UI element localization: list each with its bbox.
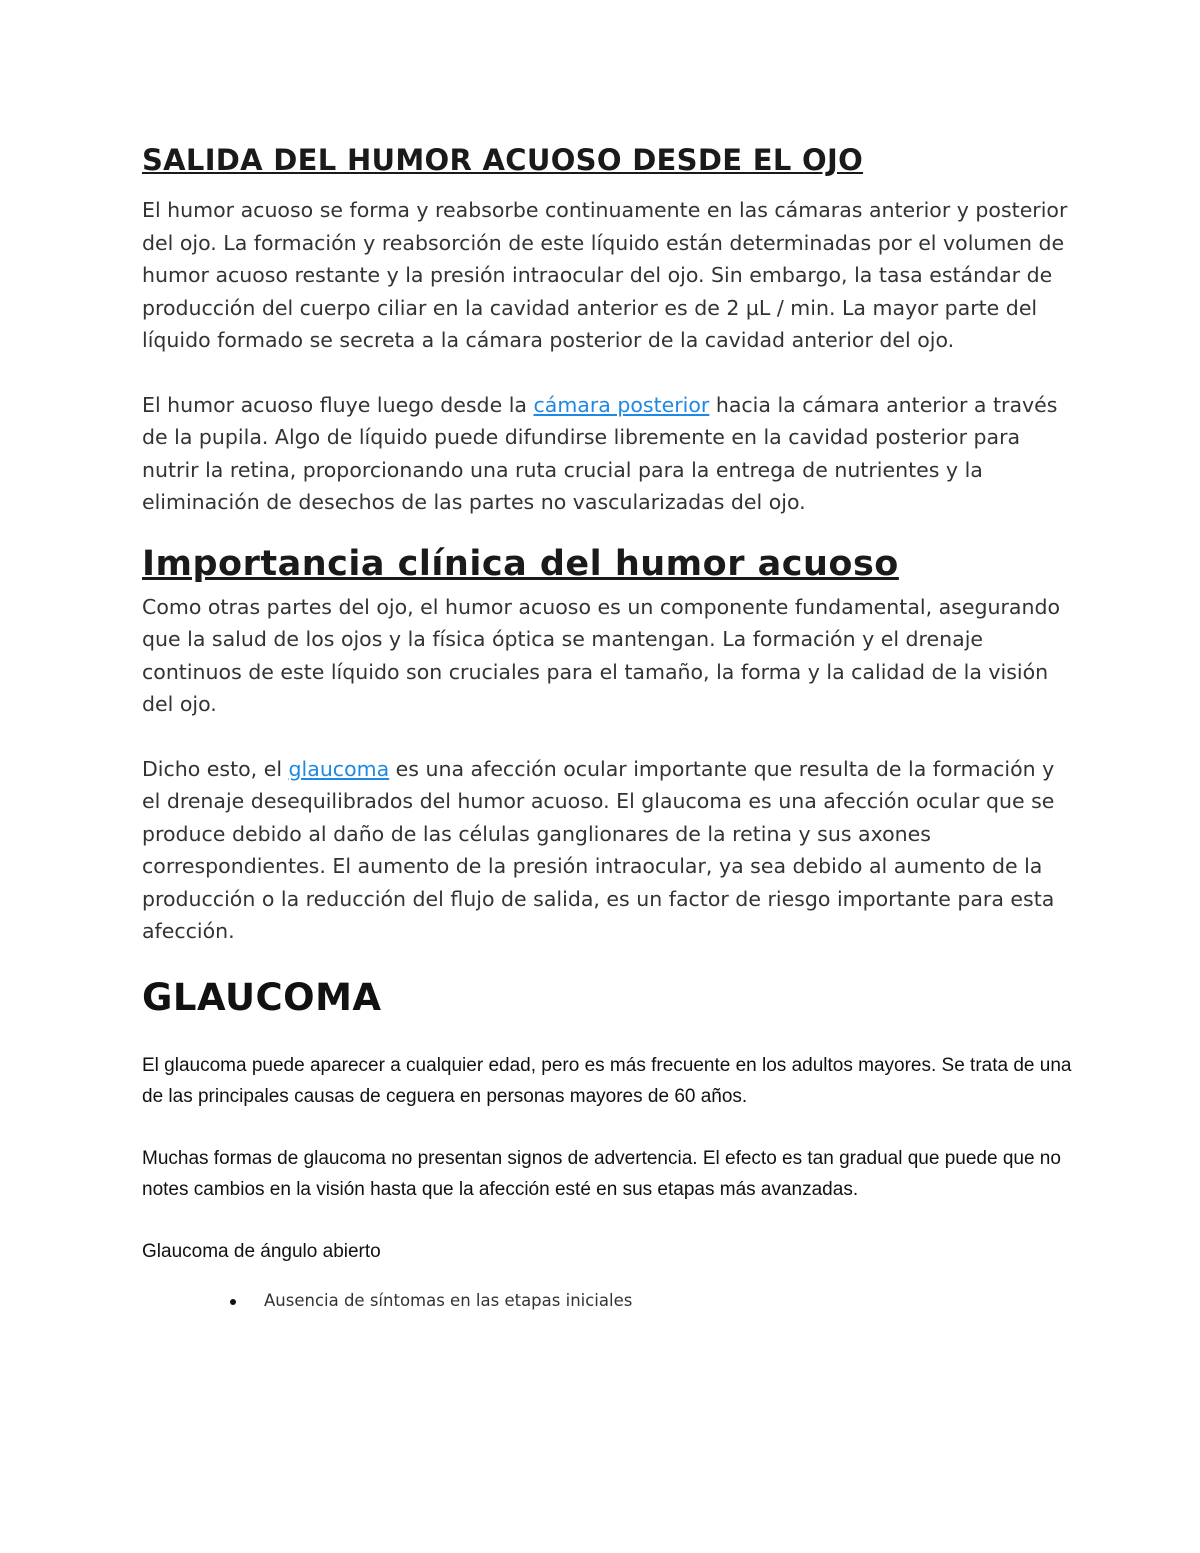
document-page (142, 140, 1072, 1315)
bullet-icon (230, 1299, 236, 1305)
section-title-glaucoma: GLAUCOMA (142, 975, 382, 1019)
paragraph-clinical-importance: Como otras partes del ojo, el humor acuoso es un componente fundamental, asegurando que la salud de los ojos y la física óptica se mantengan. La formación y el drenaje continuos de este líquido son cruciales para el tamaño, la forma y la calidad de la visión del ojo. (142, 594, 1061, 716)
link-camara-posterior[interactable]: cámara posterior (533, 392, 710, 417)
list-item-text: Ausencia de síntomas en las etapas iniciales (264, 1290, 633, 1310)
subheading-open-angle: Glaucoma de ángulo abierto (142, 1240, 381, 1262)
list-item (142, 1287, 1072, 1315)
paragraph-text: hacia la cámara anterior a través de la pupila. Algo de líquido puede difundirse libremente en la cavidad posterior para nutrir la retina, proporcionando una ruta crucial para la entrega de nutrientes y la eliminación de desechos de las partes no vascularizadas del ojo. (142, 392, 1058, 514)
symptom-list (142, 1287, 1072, 1315)
section-title-importancia: Importancia clínica del humor acuoso (142, 543, 899, 584)
paragraph-text: El humor acuoso fluye luego desde la (142, 392, 534, 417)
paragraph-glaucoma-warning: Muchas formas de glaucoma no presentan signos de advertencia. El efecto es tan gradual que puede que no notes cambios en la visión hasta que la afección esté en sus etapas más avanzadas. (142, 1147, 1061, 1200)
section-title-salida: SALIDA DEL HUMOR ACUOSO DESDE EL OJO (142, 143, 864, 177)
paragraph-text: es una afección ocular importante que resulta de la formación y el drenaje desequilibrados del humor acuoso. El glaucoma es una afección ocular que se produce debido al daño de las células ganglionares de la retina y sus axones correspondientes. El aumento de la presión intraocular, ya sea debido al aumento de la producción o la reducción del flujo de salida, es un factor de riesgo importante para esta afección. (142, 756, 1055, 943)
paragraph-glaucoma-intro (142, 753, 1072, 948)
link-glaucoma[interactable]: glaucoma (288, 756, 390, 781)
paragraph-humor-formation: El humor acuoso se forma y reabsorbe continuamente en las cámaras anterior y posterior del ojo. La formación y reabsorción de este líquido están determinadas por el volumen de humor acuoso restante y la presión intraocular del ojo. Sin embargo, la tasa estándar de producción del cuerpo ciliar en la cavidad anterior es de 2 µL / min. La mayor parte del líquido formado se secreta a la cámara posterior de la cavidad anterior del ojo. (142, 198, 1068, 352)
paragraph-glaucoma-age: El glaucoma puede aparecer a cualquier edad, pero es más frecuente en los adultos mayores. Se trata de una de las principales causas de ceguera en personas mayores de 60 años. (142, 1054, 1072, 1107)
paragraph-humor-flow (142, 389, 1072, 519)
paragraph-text: Dicho esto, el (142, 756, 289, 781)
